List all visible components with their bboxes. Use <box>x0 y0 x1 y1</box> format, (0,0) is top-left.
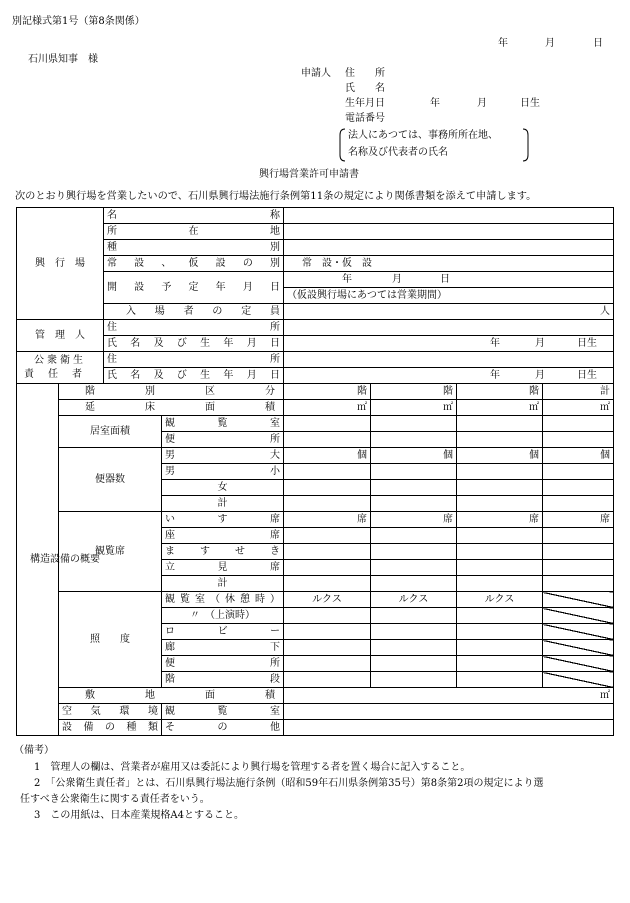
open-day: 日 <box>440 273 450 285</box>
floor-col-3: 階 <box>457 384 543 400</box>
manager-address-field[interactable] <box>284 320 614 336</box>
manager-address-label: 住所 <box>104 320 284 336</box>
date-year: 年 <box>498 38 508 49</box>
floor-col-1: 階 <box>284 384 371 400</box>
applicant-label: 申請人 <box>301 68 331 79</box>
standing-1[interactable] <box>284 560 371 576</box>
venue-type-label: 種別 <box>104 240 284 256</box>
stairs-2[interactable] <box>371 672 457 688</box>
female-2[interactable] <box>371 480 457 496</box>
corridor-1[interactable] <box>284 640 371 656</box>
masu-seats-total[interactable] <box>543 544 614 560</box>
seating-subtotal-1[interactable] <box>284 576 371 592</box>
chair-seats-total[interactable]: 席 <box>543 512 614 528</box>
masu-seats-3[interactable] <box>457 544 543 560</box>
aud-show-3[interactable] <box>457 608 543 624</box>
male-small-total[interactable] <box>543 464 614 480</box>
toilet-subtotal-2[interactable] <box>371 496 457 512</box>
lighting-toilet-total-disabled <box>543 656 614 672</box>
toilet-subtotal-label: 計 <box>162 496 284 512</box>
corridor-2[interactable] <box>371 640 457 656</box>
other-label: その他 <box>162 720 284 736</box>
sanitation-name-birth-field[interactable] <box>284 368 614 384</box>
male-large-1[interactable]: 個 <box>284 448 371 464</box>
lux-total-disabled <box>543 592 614 608</box>
sanitation-birth-day: 日生 <box>577 369 597 381</box>
sanitation-birth-month: 月 <box>535 369 545 381</box>
lobby-1[interactable] <box>284 624 371 640</box>
aud-show-2[interactable] <box>371 608 457 624</box>
site-area-field[interactable]: ㎡ <box>284 688 614 704</box>
venue-type-field[interactable] <box>284 240 614 256</box>
lighting-label: 照 度 <box>59 592 162 688</box>
applicant-birth-day: 日生 <box>520 98 540 109</box>
seating-subtotal-3[interactable] <box>457 576 543 592</box>
room-area-aud-1[interactable] <box>284 416 371 432</box>
sanitation-birth-year: 年 <box>490 369 500 381</box>
application-table <box>16 207 614 736</box>
site-area-label: 敷地面積 <box>59 688 284 704</box>
lobby-2[interactable] <box>371 624 457 640</box>
zaseki-label: 座席 <box>162 528 284 544</box>
lobby-total-disabled <box>543 624 614 640</box>
chair-seats-2[interactable]: 席 <box>371 512 457 528</box>
note-3: 3 この用紙は、日本産業規格A4とすること。 <box>34 810 244 821</box>
male-small-3[interactable] <box>457 464 543 480</box>
stairs-1[interactable] <box>284 672 371 688</box>
male-small-1[interactable] <box>284 464 371 480</box>
open-year: 年 <box>342 273 352 285</box>
venue-group-label: 興 行 場 <box>17 208 104 320</box>
structure-group-label: 構造設備の概要 <box>17 384 59 736</box>
seating-label: 観覧席 <box>59 512 162 592</box>
seating-subtotal-label: 計 <box>162 576 284 592</box>
applicant-phone-label: 電話番号 <box>345 113 385 124</box>
male-small-2[interactable] <box>371 464 457 480</box>
female-label: 女 <box>162 480 284 496</box>
floor-area-2[interactable]: ㎡ <box>371 400 457 416</box>
lux-2[interactable]: ルクス <box>371 592 457 608</box>
other-field[interactable] <box>284 720 614 736</box>
air-aud-label: 観覧室 <box>162 704 284 720</box>
venue-name-label: 名称 <box>104 208 284 224</box>
corp-note-line2: 名称及び代表者の氏名 <box>348 147 448 158</box>
lighting-toilet-3[interactable] <box>457 656 543 672</box>
applicant-birth-year: 年 <box>430 98 440 109</box>
female-1[interactable] <box>284 480 371 496</box>
lighting-toilet-2[interactable] <box>371 656 457 672</box>
sanitation-group-label-2: 責任者 <box>24 368 96 380</box>
page-title: 興行場営業許可申請書 <box>259 169 359 180</box>
floor-col-total: 計 <box>543 384 614 400</box>
room-area-toilet-2[interactable] <box>371 432 457 448</box>
manager-group-label: 管 理 人 <box>17 320 104 352</box>
zaseki-1[interactable] <box>284 528 371 544</box>
lobby-label: ロビー <box>162 624 284 640</box>
applicant-address-label: 住 所 <box>345 68 385 79</box>
lighting-toilet-label: 便所 <box>162 656 284 672</box>
room-area-toilet-3[interactable] <box>457 432 543 448</box>
female-3[interactable] <box>457 480 543 496</box>
masu-seats-2[interactable] <box>371 544 457 560</box>
toilet-subtotal-1[interactable] <box>284 496 371 512</box>
toilet-subtotal-3[interactable] <box>457 496 543 512</box>
applicant-birth-month: 月 <box>477 98 487 109</box>
venue-location-field[interactable] <box>284 224 614 240</box>
corridor-label: 廊下 <box>162 640 284 656</box>
masu-seats-1[interactable] <box>284 544 371 560</box>
notes-heading: （備考） <box>14 745 54 756</box>
aud-show-1[interactable] <box>284 608 371 624</box>
room-area-label: 居室面積 <box>59 416 162 448</box>
venue-temp-note: （仮設興行場にあつては営業期間） <box>284 288 614 304</box>
intro-text: 次のとおり興行場を営業したいので、石川県興行場法施行条例第11条の規定により関係書類を添えて申請します。 <box>15 191 537 202</box>
room-area-toilet-label: 便所 <box>162 432 284 448</box>
venue-open-date-label: 開設予定年月日 <box>104 272 284 304</box>
manager-name-birth-field[interactable] <box>284 336 614 352</box>
male-large-3[interactable]: 個 <box>457 448 543 464</box>
chair-seats-label: いす席 <box>162 512 284 528</box>
floor-area-1[interactable]: ㎡ <box>284 400 371 416</box>
corridor-total-disabled <box>543 640 614 656</box>
applicant-name-label: 氏 名 <box>345 83 385 94</box>
venue-perm-temp-label: 常設、仮設の別 <box>104 256 284 272</box>
floor-area-total[interactable]: ㎡ <box>543 400 614 416</box>
air-aud-field[interactable] <box>284 704 614 720</box>
room-area-aud-2[interactable] <box>371 416 457 432</box>
lux-1[interactable]: ルクス <box>284 592 371 608</box>
aud-show-label: 〃 （上演時） <box>162 608 284 624</box>
manager-name-birth-label: 氏名及び生年月日 <box>104 336 284 352</box>
note-2b: 任すべき公衆衛生に関する責任者をいう。 <box>20 794 210 805</box>
stairs-total-disabled <box>543 672 614 688</box>
lighting-toilet-1[interactable] <box>284 656 371 672</box>
seating-subtotal-2[interactable] <box>371 576 457 592</box>
addressee: 石川県知事 様 <box>28 54 98 65</box>
equip-types-label: 設備の種類 <box>59 720 162 736</box>
lobby-3[interactable] <box>457 624 543 640</box>
floor-col-2: 階 <box>371 384 457 400</box>
venue-open-date-field[interactable] <box>284 272 614 288</box>
aud-rest-label: 観覧室（休憩時） <box>162 592 284 608</box>
zaseki-2[interactable] <box>371 528 457 544</box>
room-area-toilet-total[interactable] <box>543 432 614 448</box>
zaseki-total[interactable] <box>543 528 614 544</box>
standing-2[interactable] <box>371 560 457 576</box>
sanitation-address-field[interactable] <box>284 352 614 368</box>
corp-note-line1: 法人にあつては、事務所所在地、 <box>348 130 498 141</box>
standing-3[interactable] <box>457 560 543 576</box>
floor-area-3[interactable]: ㎡ <box>457 400 543 416</box>
venue-perm-temp-value[interactable]: 常 設・仮 設 <box>284 256 614 272</box>
form-number: 別記様式第1号（第8条関係） <box>12 16 145 27</box>
room-area-auditorium-label: 観覧室 <box>162 416 284 432</box>
standing-total[interactable] <box>543 560 614 576</box>
date-day: 日 <box>593 38 603 49</box>
seating-subtotal-total[interactable] <box>543 576 614 592</box>
floor-area-label: 延床面積 <box>59 400 284 416</box>
manager-birth-month: 月 <box>535 337 545 349</box>
manager-birth-year: 年 <box>490 337 500 349</box>
venue-capacity-label: 入場者の定員 <box>104 304 284 320</box>
room-area-aud-3[interactable] <box>457 416 543 432</box>
female-total[interactable] <box>543 480 614 496</box>
male-small-label: 男 小 <box>162 464 284 480</box>
open-month: 月 <box>392 273 402 285</box>
note-1: 1 管理人の欄は、営業者が雇用又は委託により興行場を管理する者を置く場合に記入すること。 <box>34 762 471 773</box>
stairs-3[interactable] <box>457 672 543 688</box>
toilet-subtotal-total[interactable] <box>543 496 614 512</box>
corridor-3[interactable] <box>457 640 543 656</box>
stairs-label: 階段 <box>162 672 284 688</box>
aud-show-total-disabled <box>543 608 614 624</box>
toilet-count-label: 便器数 <box>59 448 162 512</box>
chair-seats-1[interactable]: 席 <box>284 512 371 528</box>
note-2a: 2 「公衆衛生責任者」とは、石川県興行場法施行条例（昭和59年石川県条例第35号）第8条第2項の規定により選 <box>34 778 544 789</box>
applicant-birth-label: 生年月日 <box>345 98 385 109</box>
male-large-2[interactable]: 個 <box>371 448 457 464</box>
floor-div-label: 階別区分 <box>59 384 284 400</box>
standing-label: 立見席 <box>162 560 284 576</box>
room-area-aud-total[interactable] <box>543 416 614 432</box>
room-area-toilet-1[interactable] <box>284 432 371 448</box>
male-large-total[interactable]: 個 <box>543 448 614 464</box>
manager-birth-day: 日生 <box>577 337 597 349</box>
venue-location-label: 所在地 <box>104 224 284 240</box>
chair-seats-3[interactable]: 席 <box>457 512 543 528</box>
venue-capacity-unit[interactable]: 人 <box>284 304 614 320</box>
date-month: 月 <box>545 38 555 49</box>
sanitation-group-label <box>17 352 104 384</box>
masu-seats-label: ますせき <box>162 544 284 560</box>
zaseki-3[interactable] <box>457 528 543 544</box>
venue-name-field[interactable] <box>284 208 614 224</box>
male-large-label: 男 大 <box>162 448 284 464</box>
sanitation-address-label: 住所 <box>104 352 284 368</box>
sanitation-group-label-1: 公衆衛生 <box>34 354 86 366</box>
air-label: 空気環境 <box>59 704 162 720</box>
sanitation-name-birth-label: 氏名及び生年月日 <box>104 368 284 384</box>
lux-3[interactable]: ルクス <box>457 592 543 608</box>
